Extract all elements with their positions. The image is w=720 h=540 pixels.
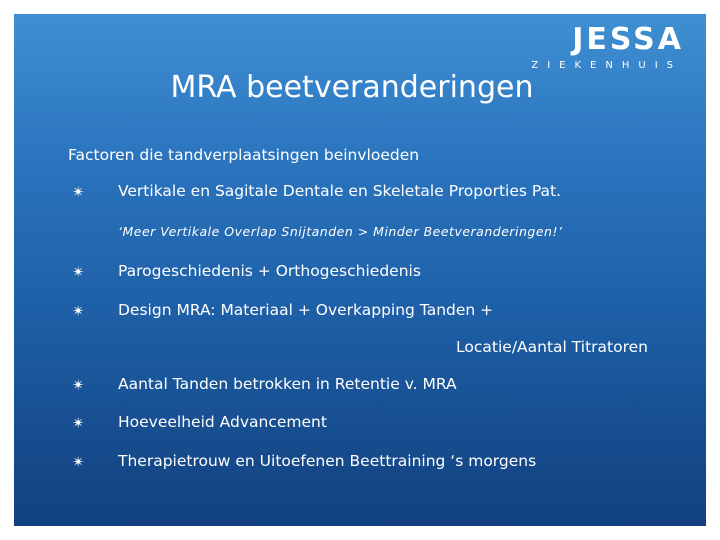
bullet-item-design: Design MRA: Materiaal + Overkapping Tanden + [118, 301, 494, 319]
bullet-item-design-continuation: Locatie/Aantal Titratoren [456, 338, 648, 356]
bullet-item-advancement: Hoeveelheid Advancement [118, 413, 327, 431]
bullet-note: ‘Meer Vertikale Overlap Snijtanden > Minder Beetveranderingen!’ [118, 224, 563, 239]
bullet-item-teeth: Aantal Tanden betrokken in Retentie v. MRA [118, 375, 457, 393]
logo-subtitle: ZIEKENHUIS [531, 60, 682, 71]
slide-subtitle: Factoren die tandverplaatsingen beinvloeden [68, 146, 420, 164]
slide-title: MRA beetveranderingen [170, 70, 534, 105]
bullet-icon: ✴ [72, 263, 85, 281]
bullet-item-compliance: Therapietrouw en Uitoefenen Beettraining ‘s morgens [118, 452, 537, 470]
bullet-icon: ✴ [72, 302, 85, 320]
bullet-icon: ✴ [72, 376, 85, 394]
bullet-item-proportions: Vertikale en Sagitale Dentale en Skeletale Proporties Pat. [118, 182, 562, 200]
bullet-icon: ✴ [72, 453, 85, 471]
slide [14, 14, 706, 526]
logo-wordmark: JESSA [572, 22, 684, 57]
bullet-item-history: Parogeschiedenis + Orthogeschiedenis [118, 262, 421, 280]
bullet-icon: ✴ [72, 414, 85, 432]
bullet-icon: ✴ [72, 183, 85, 201]
